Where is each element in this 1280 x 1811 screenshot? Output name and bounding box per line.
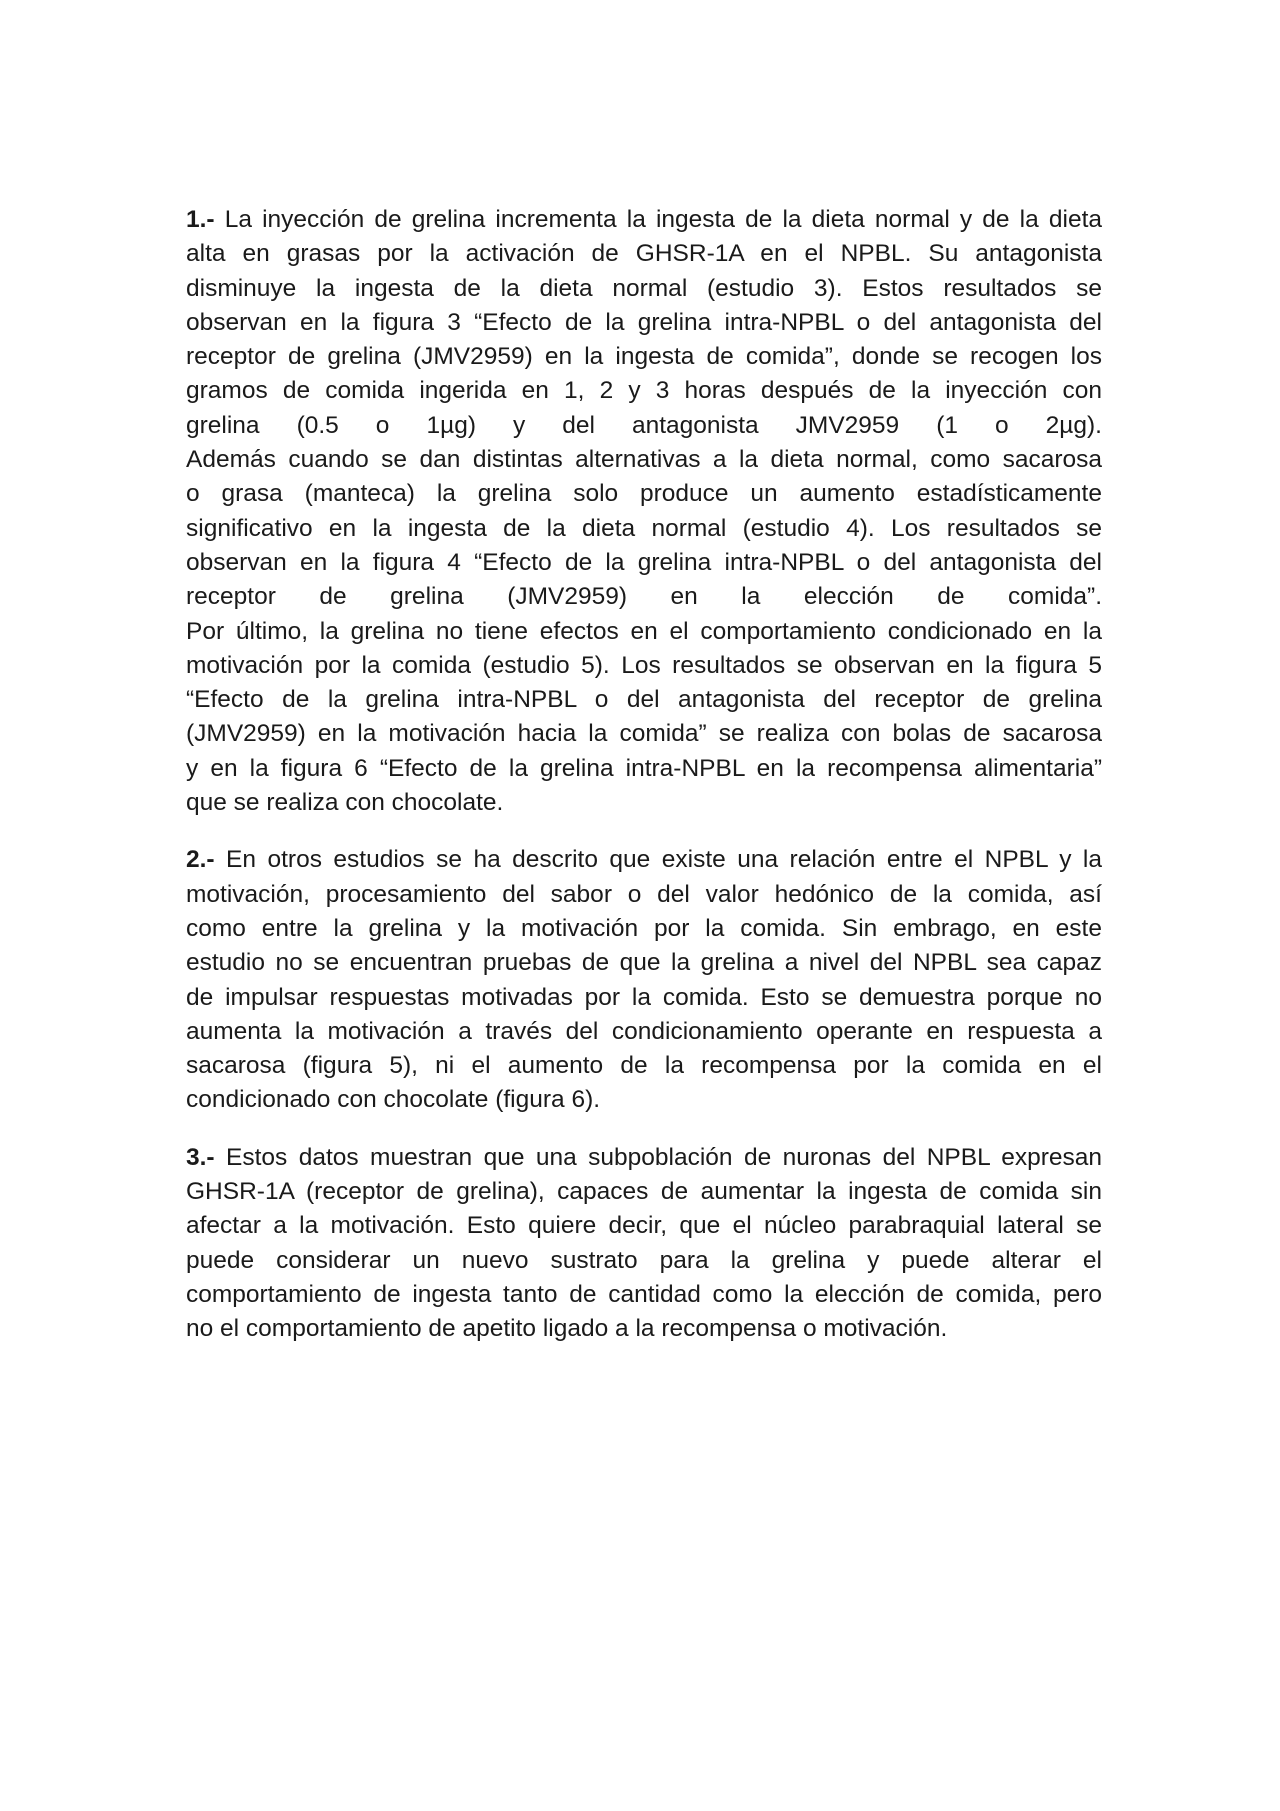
- paragraph-line: no el comportamiento de apetito ligado a la recompensa o motivación.: [186, 1315, 948, 1343]
- paragraph-line: de impulsar respuestas motivadas por la comida. Esto se demuestra porque no: [186, 983, 1102, 1011]
- paragraph-line: observan en la figura 4 “Efecto de la grelina intra-NPBL o del antagonista del: [186, 548, 1102, 576]
- document-body: [186, 203, 1102, 1370]
- paragraph-number: 2.-: [186, 846, 215, 874]
- paragraph-2: [186, 843, 1102, 1117]
- paragraph-number: 1.-: [186, 206, 215, 233]
- paragraph-line: afectar a la motivación. Esto quiere decir, que el núcleo parabraquial lateral se: [186, 1212, 1102, 1240]
- paragraph-1: [186, 203, 1102, 820]
- paragraph-line: Además cuando se dan distintas alternativas a la dieta normal, como sacarosa: [186, 446, 1102, 474]
- paragraph-line: como entre la grelina y la motivación por la comida. Sin embrago, en este: [186, 914, 1102, 942]
- paragraph-line: [186, 843, 1102, 877]
- paragraph-line: receptor de grelina (JMV2959) en la elección de comida”.: [186, 583, 1102, 611]
- paragraph-line: comportamiento de ingesta tanto de cantidad como la elección de comida, pero: [186, 1280, 1102, 1308]
- paragraph-line: gramos de comida ingerida en 1, 2 y 3 horas después de la inyección con: [186, 377, 1102, 405]
- paragraph-line: condicionado con chocolate (figura 6).: [186, 1086, 601, 1114]
- paragraph-line: [186, 1141, 1102, 1175]
- paragraph-line: sacarosa (figura 5), ni el aumento de la recompensa por la comida en el: [186, 1052, 1102, 1080]
- paragraph-line: motivación por la comida (estudio 5). Los resultados se observan en la figura 5: [186, 651, 1102, 679]
- paragraph-line: observan en la figura 3 “Efecto de la grelina intra-NPBL o del antagonista del: [186, 308, 1102, 336]
- paragraph-line: receptor de grelina (JMV2959) en la ingesta de comida”, donde se recogen los: [186, 343, 1102, 371]
- paragraph-line: motivación, procesamiento del sabor o del valor hedónico de la comida, así: [186, 880, 1102, 908]
- paragraph-line: grelina (0.5 o 1µg) y del antagonista JMV2959 (1 o 2µg).: [186, 411, 1102, 439]
- paragraph-line: GHSR-1A (receptor de grelina), capaces de aumentar la ingesta de comida sin: [186, 1178, 1102, 1206]
- line-text: En otros estudios se ha descrito que existe una relación entre el NPBL y la: [214, 846, 1102, 874]
- paragraph-line: “Efecto de la grelina intra-NPBL o del antagonista del receptor de grelina: [186, 686, 1102, 714]
- paragraph-line: (JMV2959) en la motivación hacia la comida” se realiza con bolas de sacarosa: [186, 720, 1102, 748]
- paragraph-line: significativo en la ingesta de la dieta normal (estudio 4). Los resultados se: [186, 514, 1102, 542]
- paragraph-line: disminuye la ingesta de la dieta normal (estudio 3). Estos resultados se: [186, 274, 1102, 302]
- paragraph-line: Por último, la grelina no tiene efectos en el comportamiento condicionado en la: [186, 617, 1102, 645]
- paragraph-line: [186, 203, 1102, 237]
- paragraph-line: puede considerar un nuevo sustrato para la grelina y puede alterar el: [186, 1246, 1102, 1274]
- paragraph-line: que se realiza con chocolate.: [186, 789, 504, 817]
- paragraph-line: o grasa (manteca) la grelina solo produce un aumento estadísticamente: [186, 480, 1102, 508]
- paragraph-line: estudio no se encuentran pruebas de que la grelina a nivel del NPBL sea capaz: [186, 949, 1102, 977]
- paragraph-line: aumenta la motivación a través del condicionamiento operante en respuesta a: [186, 1017, 1102, 1045]
- line-text: Estos datos muestran que una subpoblación de nuronas del NPBL expresan: [214, 1143, 1102, 1171]
- paragraph-line: y en la figura 6 “Efecto de la grelina intra-NPBL en la recompensa alimentaria”: [186, 754, 1102, 782]
- paragraph-3: [186, 1141, 1102, 1347]
- paragraph-number: 3.-: [186, 1143, 215, 1171]
- line-text: La inyección de grelina incrementa la ingesta de la dieta normal y de la dieta: [214, 206, 1102, 233]
- paragraph-line: alta en grasas por la activación de GHSR-1A en el NPBL. Su antagonista: [186, 240, 1102, 268]
